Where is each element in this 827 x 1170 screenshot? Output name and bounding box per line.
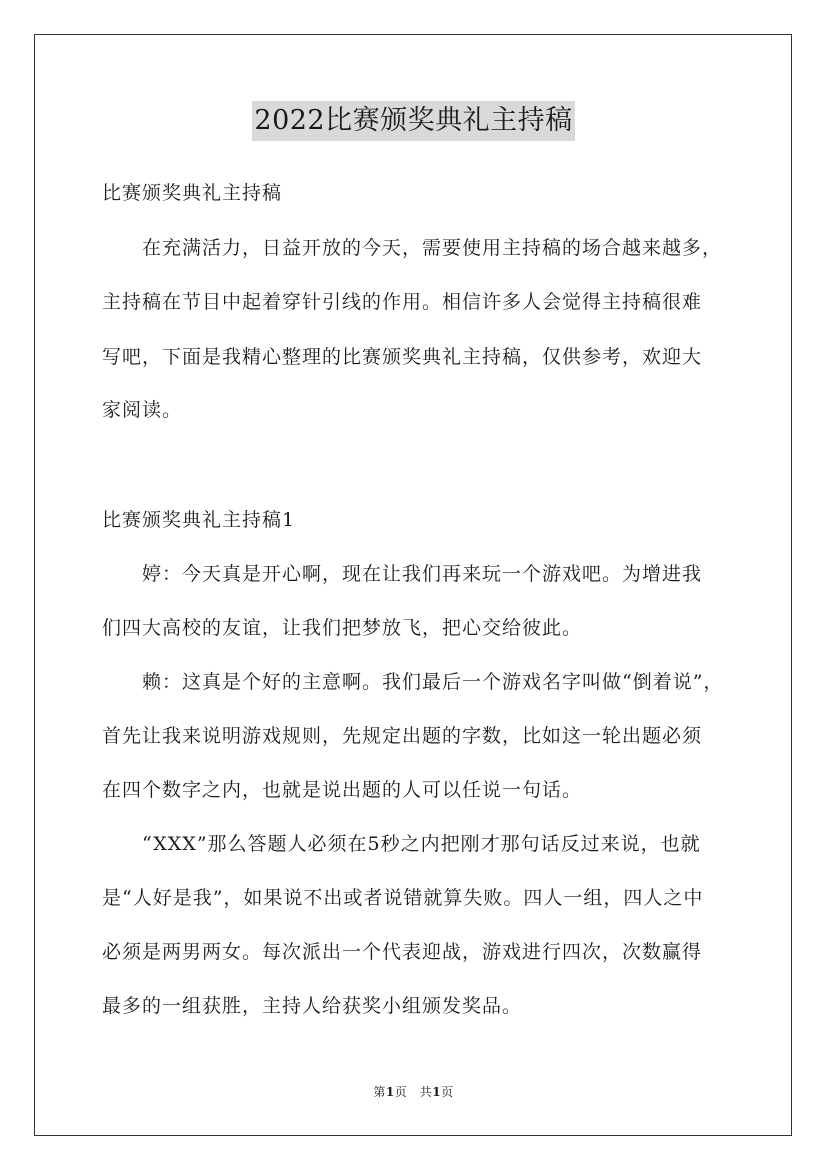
section-heading: 比赛颁奖典礼主持稿 <box>102 182 283 204</box>
page-suffix: 页 <box>441 1085 454 1099</box>
page-mid: 页 共 <box>394 1085 433 1099</box>
paragraph-line: 主持稿在节目中起着穿针引线的作用。相信许多人会觉得主持稿很难 <box>102 291 703 313</box>
paragraph-line: 们四大高校的友谊，让我们把梦放飞，把心交给彼此。 <box>102 617 583 639</box>
paragraph-line: 婷：今天真是开心啊，现在让我们再来玩一个游戏吧。为增进我 <box>102 563 703 585</box>
document-title: 2022比赛颁奖典礼主持稿 <box>252 101 574 141</box>
paragraph-line: 是“人好是我”，如果说不出或者说错就算失败。四人一组，四人之中 <box>102 887 704 909</box>
paragraph-line: 首先让我来说明游戏规则，先规定出题的字数，比如这一轮出题必须 <box>102 725 703 747</box>
paragraph-line: 写吧，下面是我精心整理的比赛颁奖典礼主持稿，仅供参考，欢迎大 <box>102 346 703 368</box>
paragraph-line: 最多的一组获胜，主持人给获奖小组颁发奖品。 <box>102 995 523 1017</box>
page-prefix: 第 <box>373 1085 386 1099</box>
paragraph-line: 必须是两男两女。每次派出一个代表迎战，游戏进行四次，次数赢得 <box>102 941 703 963</box>
paragraph-line: “XXX”那么答题人必须在5秒之内把刚才那句话反过来说，也就 <box>102 833 701 855</box>
page-footer <box>0 1084 827 1100</box>
paragraph-line: 在四个数字之内，也就是说出题的人可以任说一句话。 <box>102 779 583 801</box>
paragraph-line: 在充满活力，日益开放的今天，需要使用主持稿的场合越来越多， <box>102 237 723 259</box>
paragraph-line: 家阅读。 <box>102 399 183 421</box>
section-heading: 比赛颁奖典礼主持稿1 <box>102 509 296 531</box>
page-total: 1 <box>432 1085 442 1099</box>
page-current: 1 <box>385 1085 395 1099</box>
paragraph-line: 赖：这真是个好的主意啊。我们最后一个游戏名字叫做“倒着说”， <box>102 671 724 693</box>
title-container <box>0 101 827 141</box>
